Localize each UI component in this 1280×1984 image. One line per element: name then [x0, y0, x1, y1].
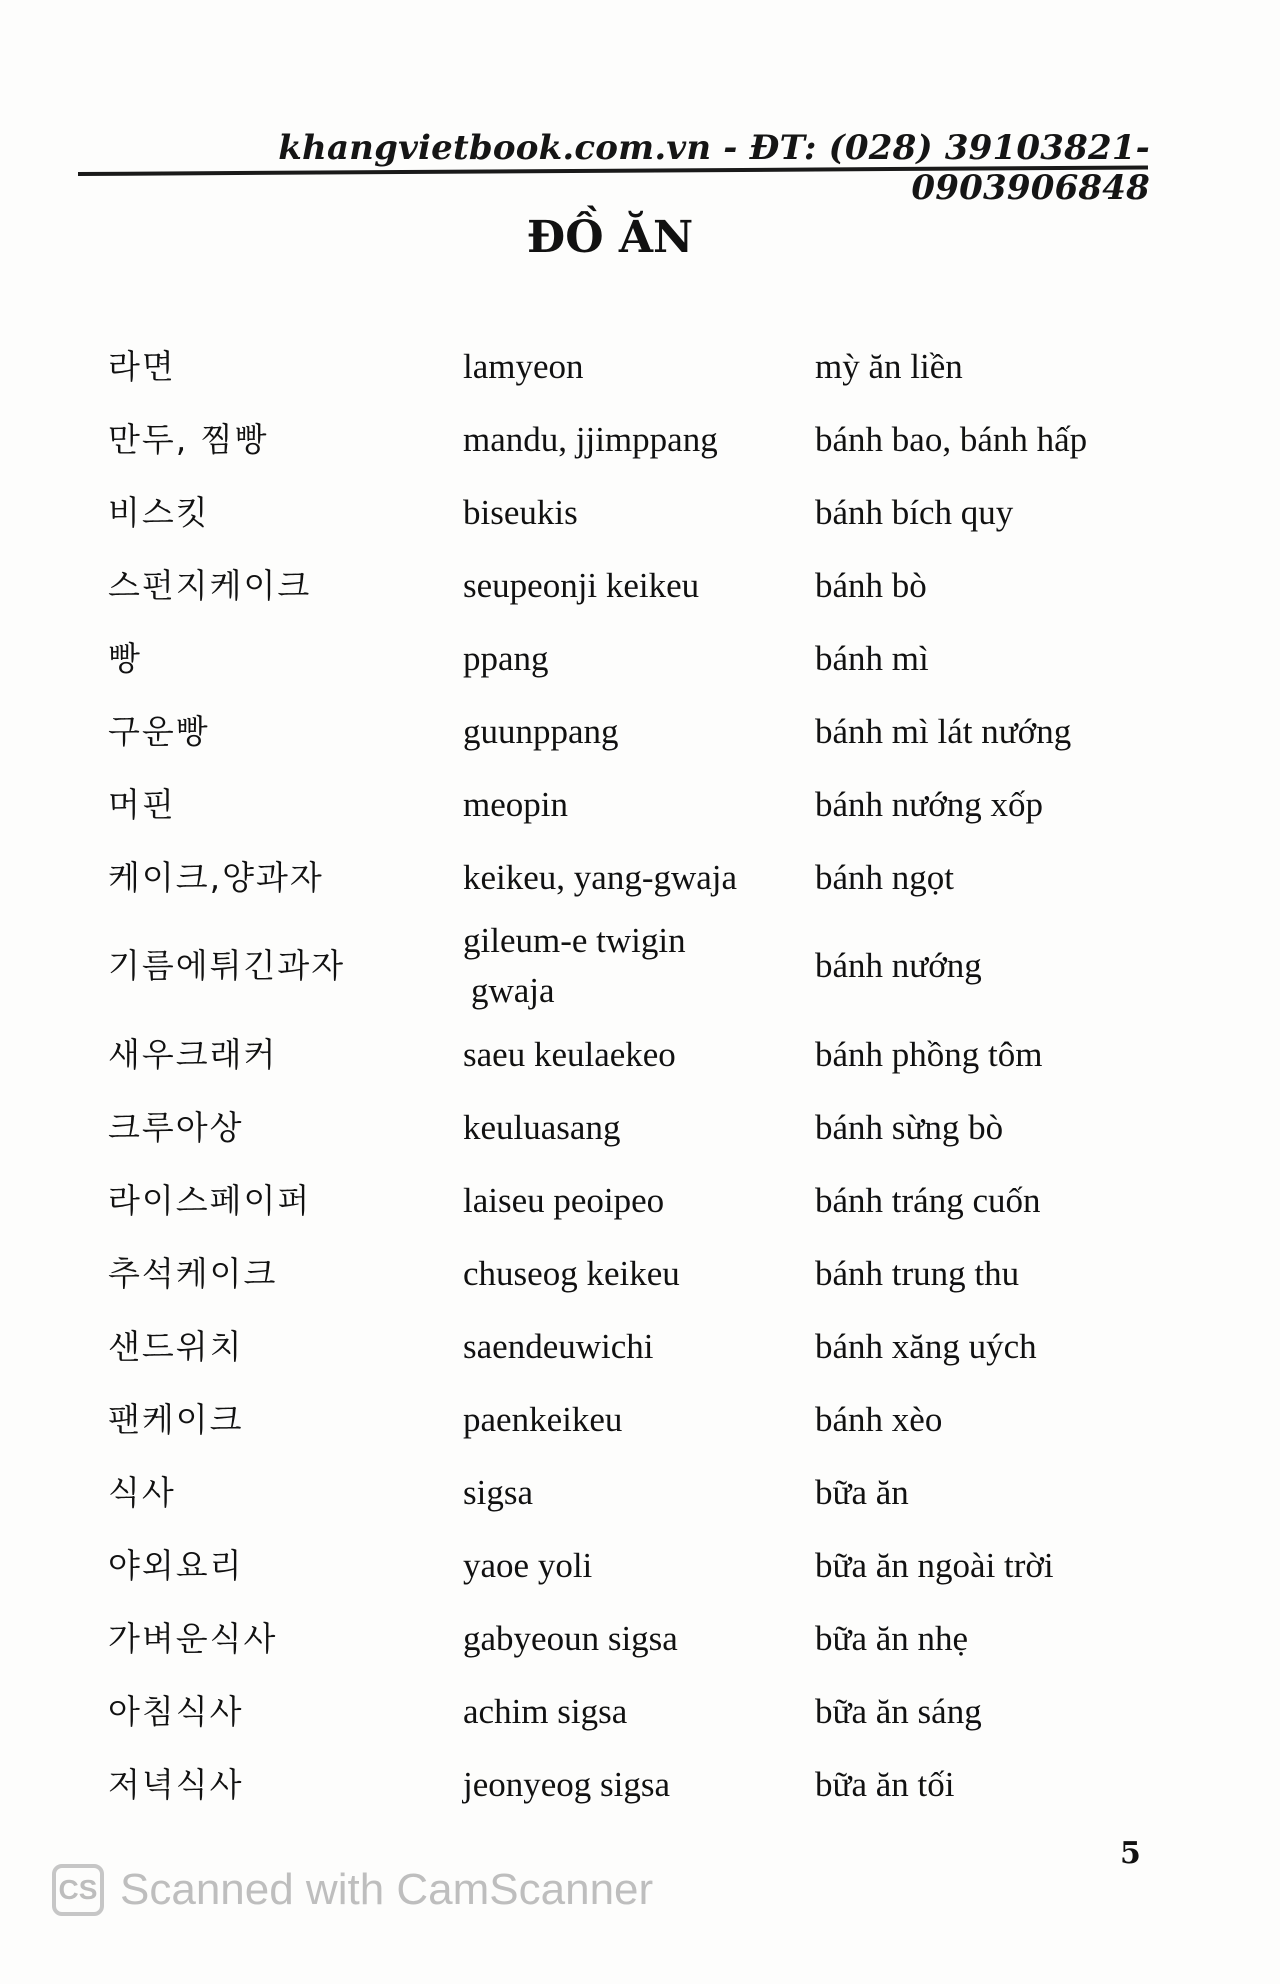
vietnamese-meaning: mỳ ăn liền	[815, 346, 963, 386]
romanization: yaoe yoli	[463, 1545, 593, 1585]
vietnamese-meaning: bánh mì lát nướng	[815, 711, 1072, 751]
korean-term: 새우크래커	[108, 1034, 278, 1074]
romanization: meopin	[463, 784, 568, 824]
vietnamese-meaning: bánh bao, bánh hấp	[815, 419, 1088, 459]
korean-term: 아침식사	[108, 1691, 244, 1731]
camscanner-logo-icon: CS	[52, 1864, 104, 1916]
vocab-row	[108, 1237, 1188, 1310]
vocabulary-table	[108, 330, 1188, 1821]
vocab-row	[108, 841, 1188, 914]
vietnamese-meaning: bữa ăn sáng	[815, 1691, 982, 1731]
vocab-row	[108, 476, 1188, 549]
vocab-row	[108, 1748, 1188, 1821]
vietnamese-meaning: bánh nướng	[815, 946, 982, 985]
vocab-row	[108, 1310, 1188, 1383]
korean-term: 케이크,양과자	[108, 857, 324, 897]
korean-term: 팬케이크	[108, 1399, 244, 1439]
korean-term: 식사	[108, 1472, 176, 1512]
romanization: guunppang	[463, 711, 619, 751]
vietnamese-meaning: bánh xăng uých	[815, 1326, 1037, 1366]
romanization	[463, 916, 815, 1016]
vietnamese-meaning: bánh nướng xốp	[815, 784, 1044, 824]
vocab-row	[108, 914, 1188, 1018]
korean-term: 저녁식사	[108, 1764, 244, 1804]
vietnamese-meaning: bánh mì	[815, 638, 929, 678]
romanization: gabyeoun sigsa	[463, 1618, 678, 1658]
romanization: saendeuwichi	[463, 1326, 654, 1366]
korean-term: 비스킷	[108, 492, 210, 532]
romanization: achim sigsa	[463, 1691, 628, 1731]
romanization: sigsa	[463, 1472, 533, 1512]
vietnamese-meaning: bữa ăn	[815, 1472, 909, 1512]
korean-term: 머핀	[108, 784, 176, 824]
vietnamese-meaning: bánh bò	[815, 565, 927, 605]
korean-term: 라이스페이퍼	[108, 1180, 312, 1220]
romanization: seupeonji keikeu	[463, 565, 700, 605]
vocab-row	[108, 768, 1188, 841]
camscanner-watermark	[52, 1864, 653, 1916]
romanization: paenkeikeu	[463, 1399, 623, 1439]
korean-term: 구운빵	[108, 711, 210, 751]
vocab-row	[108, 1602, 1188, 1675]
vocab-row	[108, 622, 1188, 695]
vocab-row	[108, 330, 1188, 403]
romanization: chuseog keikeu	[463, 1253, 680, 1293]
romanization-line: gileum-e twigin	[463, 921, 686, 960]
romanization: lamyeon	[463, 346, 584, 386]
vietnamese-meaning: bánh phồng tôm	[815, 1034, 1043, 1074]
vietnamese-meaning: bánh tráng cuốn	[815, 1180, 1041, 1220]
korean-term: 크루아상	[108, 1107, 244, 1147]
romanization-line: gwaja	[471, 971, 555, 1010]
vietnamese-meaning: bữa ăn nhẹ	[815, 1618, 969, 1658]
vocab-row	[108, 1091, 1188, 1164]
page-title: ĐỒ ĂN	[526, 212, 694, 263]
vocab-row	[108, 1675, 1188, 1748]
vocab-row	[108, 695, 1188, 768]
page-number: 5	[1120, 1836, 1141, 1871]
vietnamese-meaning: bánh bích quy	[815, 492, 1014, 532]
vietnamese-meaning: bánh xèo	[815, 1399, 943, 1439]
vocab-row	[108, 549, 1188, 622]
page-header: khangvietbook.com.vn - ĐT: (028) 39103821- 0903906848	[278, 128, 1150, 208]
romanization: ppang	[463, 638, 549, 678]
vocab-row	[108, 403, 1188, 476]
korean-term: 라면	[108, 346, 176, 386]
vietnamese-meaning: bữa ăn ngoài trời	[815, 1545, 1054, 1585]
romanization: mandu, jjimppang	[463, 419, 718, 459]
romanization: jeonyeog sigsa	[463, 1764, 671, 1804]
vocab-row	[108, 1529, 1188, 1602]
romanization: keuluasang	[463, 1107, 621, 1147]
vocab-row	[108, 1018, 1188, 1091]
korean-term: 빵	[108, 638, 142, 678]
korean-term: 만두, 찜빵	[108, 419, 269, 459]
vocab-row	[108, 1383, 1188, 1456]
romanization: biseukis	[463, 492, 578, 532]
vocab-row	[108, 1456, 1188, 1529]
watermark-text: Scanned with CamScanner	[120, 1865, 654, 1914]
romanization: keikeu, yang-gwaja	[463, 857, 738, 897]
korean-term: 야외요리	[108, 1545, 244, 1585]
vietnamese-meaning: bánh ngọt	[815, 857, 955, 897]
romanization: laiseu peoipeo	[463, 1180, 665, 1220]
korean-term: 가벼운식사	[108, 1618, 278, 1658]
vietnamese-meaning: bánh sừng bò	[815, 1107, 1004, 1147]
korean-term: 샌드위치	[108, 1326, 244, 1366]
vietnamese-meaning: bữa ăn tối	[815, 1764, 955, 1804]
korean-term: 기름에튀긴과자	[108, 946, 346, 985]
vocab-row	[108, 1164, 1188, 1237]
korean-term: 추석케이크	[108, 1253, 278, 1293]
vietnamese-meaning: bánh trung thu	[815, 1253, 1020, 1293]
romanization: saeu keulaekeo	[463, 1034, 676, 1074]
korean-term: 스펀지케이크	[108, 565, 312, 605]
